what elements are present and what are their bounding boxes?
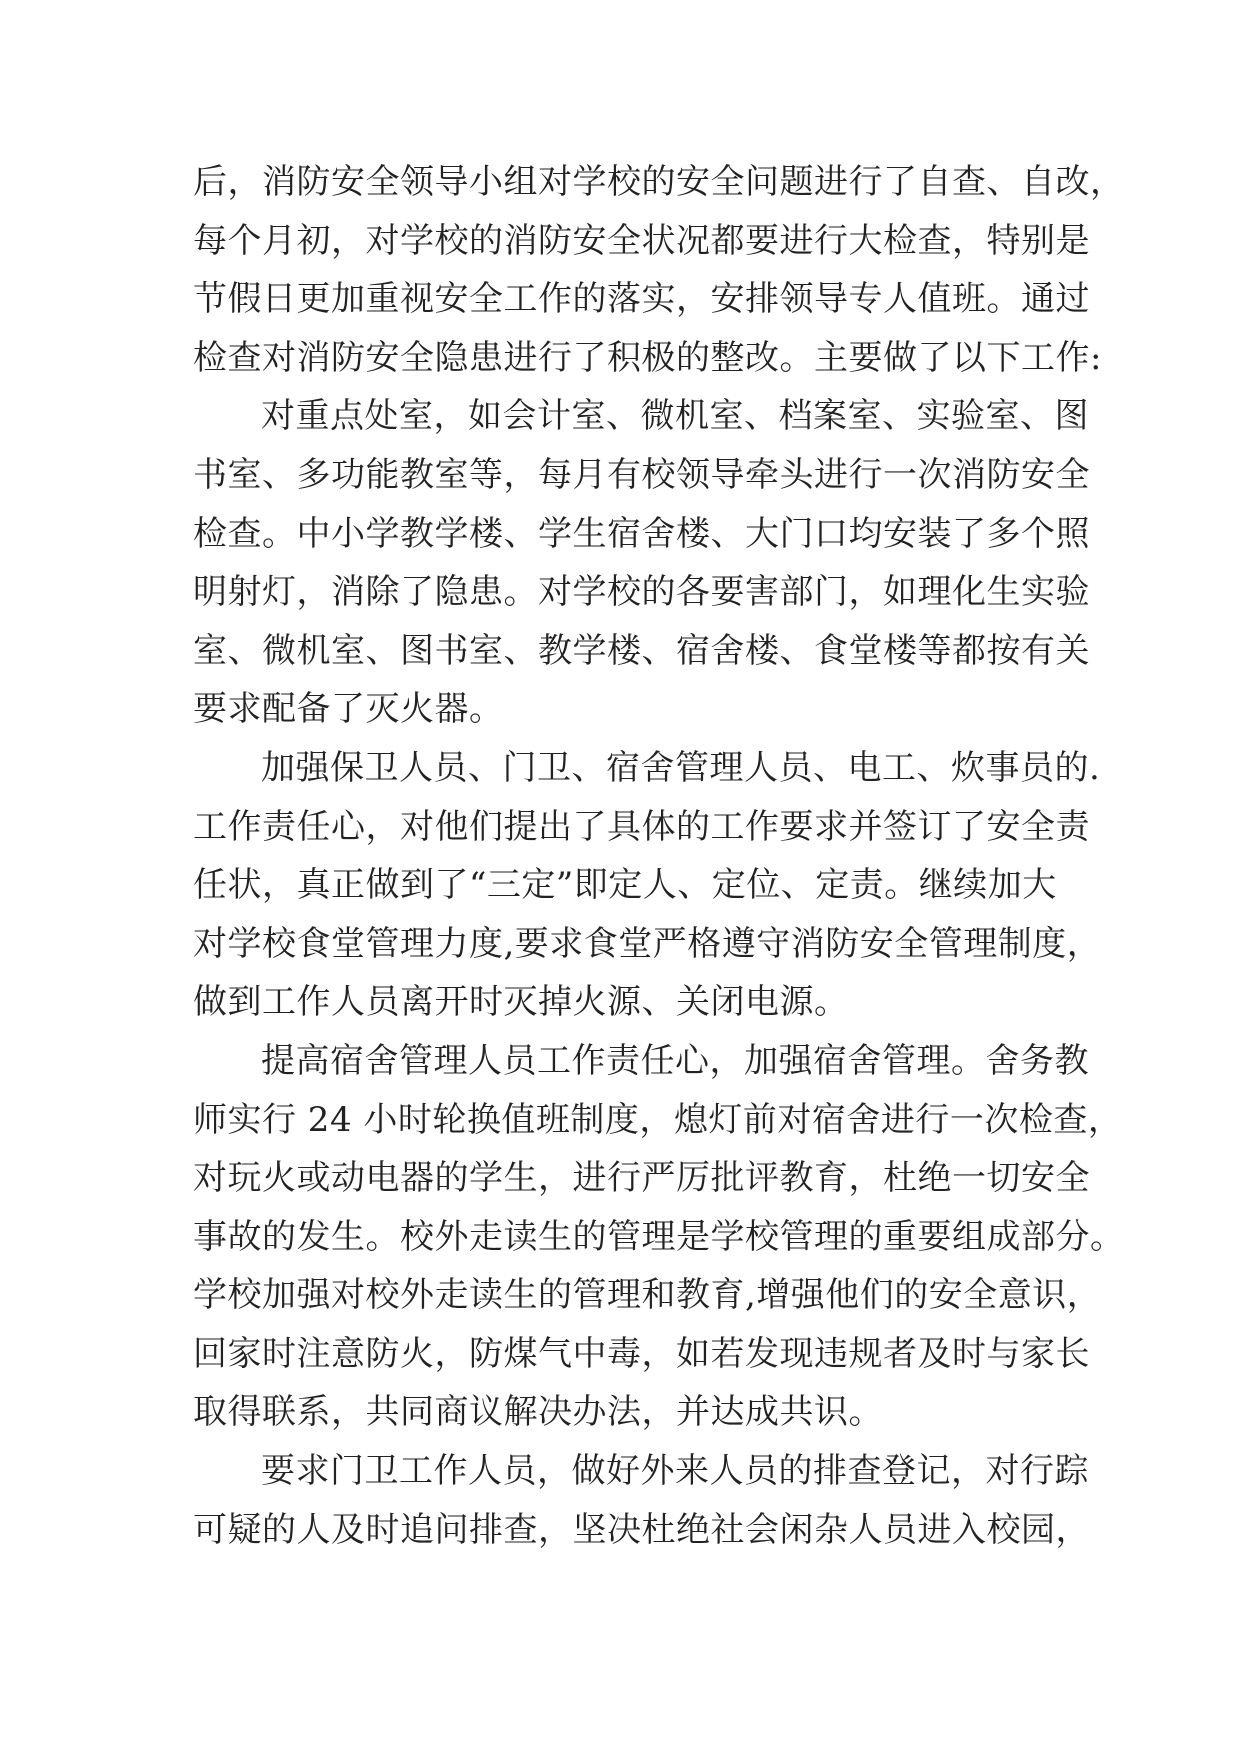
text-line: 工作责任心，对他们提出了具体的工作要求并签订了安全责 (193, 806, 1090, 847)
text-line: 后，消防安全领导小组对学校的安全问题进行了自查、自改， (193, 162, 1125, 202)
text-line: 师实行 24 小时轮换值班制度，熄灯前对宿舍进行一次检查， (193, 1099, 1123, 1140)
text-line: 回家时注意防火，防煤气中毒，如若发现违规者及时与家长 (193, 1333, 1090, 1374)
text-line: 检查对消防安全隐患进行了积极的整改。主要做了以下工作: (193, 337, 1102, 378)
text-line: 做到工作人员离开时灭掉火源、关闭电源。 (193, 982, 849, 1023)
text-line: 检查。中小学教学楼、学生宿舍楼、大门口均安装了多个照 (193, 513, 1090, 554)
text-line: 对重点处室，如会计室、微机室、档案室、实验室、图 (261, 396, 1089, 437)
text-line: 对学校食堂管理力度,要求食堂严格遵守消防安全管理制度， (193, 923, 1102, 964)
text-line: 书室、多功能教室等，每月有校领导牵头进行一次消防安全 (193, 454, 1090, 495)
text-line: 提高宿舍管理人员工作责任心，加强宿舍管理。舍务教 (261, 1040, 1089, 1081)
text-line: 任状，真正做到了“三定”即定人、定位、定责。继续加大 (193, 865, 1057, 906)
text-line: 明射灯，消除了隐患。对学校的各要害部门，如理化生实验 (193, 572, 1090, 613)
text-line: 要求配备了灭火器。 (193, 689, 504, 730)
text-line: 可疑的人及时追问排查，坚决杜绝社会闲杂人员进入校园， (193, 1509, 1090, 1550)
text-line: 加强保卫人员、门卫、宿舍管理人员、电工、炊事员的. (261, 747, 1101, 788)
text-line: 室、微机室、图书室、教学楼、宿舍楼、食堂楼等都按有关 (193, 630, 1090, 671)
text-line: 每个月初，对学校的消防安全状况都要进行大检查，特别是 (193, 220, 1090, 261)
text-line: 学校加强对校外走读生的管理和教育,增强他们的安全意识， (193, 1275, 1102, 1316)
text-line: 事故的发生。校外走读生的管理是学校管理的重要组成部分。 (193, 1216, 1125, 1257)
document-body (193, 153, 1125, 1559)
text-line: 取得联系，共同商议解决办法，并达成共识。 (193, 1392, 883, 1433)
text-line: 对玩火或动电器的学生，进行严厉批评教育，杜绝一切安全 (193, 1158, 1090, 1199)
text-line: 节假日更加重视安全工作的落实，安排领导专人值班。通过 (193, 279, 1090, 320)
text-line: 要求门卫工作人员，做好外来人员的排查登记，对行踪 (261, 1451, 1089, 1492)
